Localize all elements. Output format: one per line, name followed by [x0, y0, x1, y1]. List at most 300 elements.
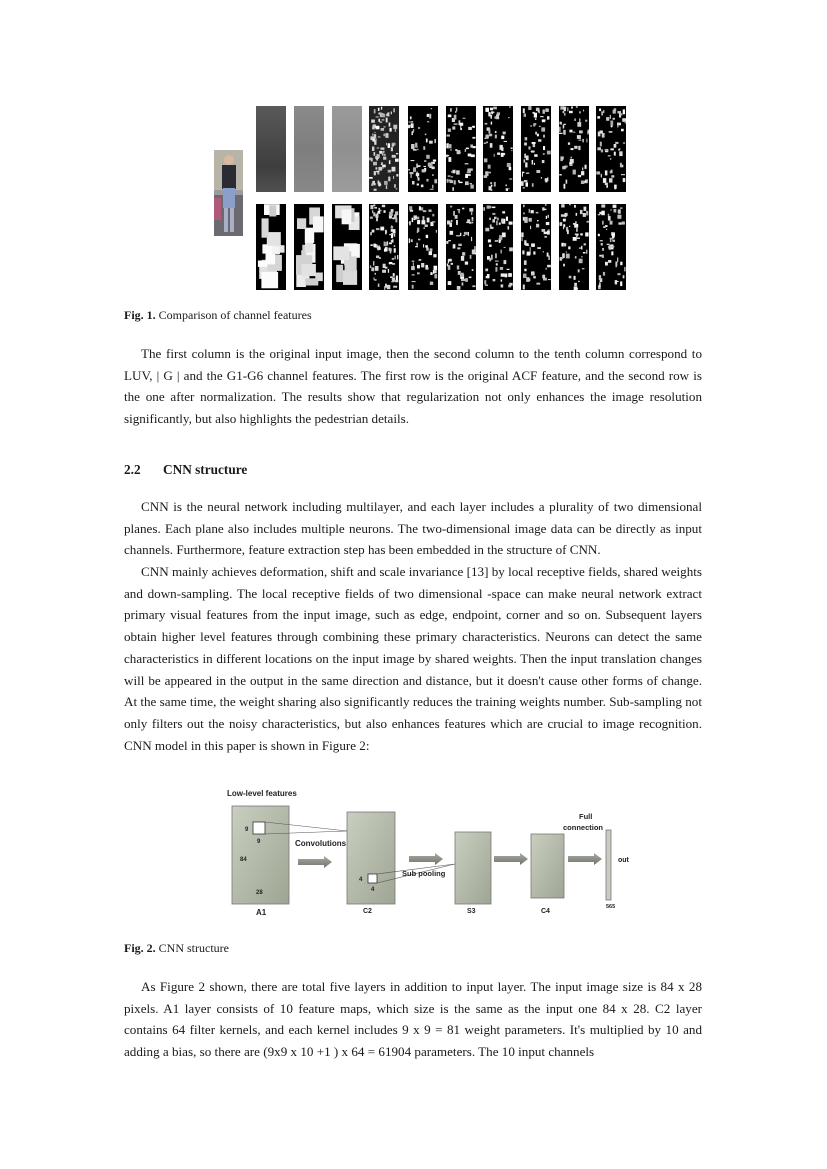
texture-speck [615, 280, 617, 284]
texture-speck [430, 282, 433, 285]
texture-speck [571, 148, 574, 150]
texture-speck [614, 185, 617, 189]
texture-speck [333, 246, 349, 260]
figure-1-caption-text: Comparison of channel features [158, 308, 312, 322]
texture-speck [426, 179, 428, 182]
texture-speck [602, 248, 604, 251]
texture-speck [495, 131, 497, 133]
texture-speck [523, 212, 524, 214]
texture-speck [606, 117, 609, 121]
texture-speck [597, 147, 601, 150]
texture-speck [457, 265, 459, 269]
figure-2-cnn-diagram [225, 786, 645, 918]
texture-speck [535, 118, 536, 120]
texture-speck [528, 146, 530, 149]
texture-speck [496, 221, 498, 226]
normalized-channel-u [294, 204, 324, 290]
layer-c4-label: C4 [541, 908, 550, 915]
texture-speck [497, 153, 500, 155]
acf-channel-g5 [559, 106, 589, 192]
texture-speck [381, 148, 385, 150]
texture-speck [448, 144, 452, 148]
texture-speck [385, 133, 388, 138]
texture-speck [452, 187, 454, 191]
texture-speck [607, 244, 610, 245]
texture-speck [623, 178, 626, 182]
texture-speck [561, 214, 565, 217]
texture-speck [379, 151, 382, 154]
texture-speck [600, 142, 602, 147]
texture-speck [467, 172, 470, 173]
texture-speck [506, 217, 508, 221]
texture-speck [452, 126, 455, 129]
texture-speck [493, 107, 497, 110]
texture-speck [620, 262, 622, 266]
texture-speck [508, 117, 510, 118]
texture-speck [491, 255, 493, 260]
texture-speck [563, 125, 565, 129]
texture-speck [261, 272, 278, 288]
texture-speck [395, 256, 396, 260]
texture-speck [542, 120, 545, 123]
layer-a1-label: A1 [256, 908, 267, 917]
texture-speck [395, 159, 399, 162]
texture-speck [491, 111, 493, 114]
texture-speck [389, 234, 392, 235]
texture-speck [560, 122, 562, 125]
texture-speck [391, 112, 392, 115]
texture-speck [579, 259, 583, 264]
texture-speck [529, 219, 530, 221]
texture-speck [463, 252, 465, 256]
texture-speck [609, 178, 613, 182]
texture-speck [370, 232, 372, 235]
texture-speck [538, 139, 541, 141]
texture-speck [611, 175, 614, 177]
acf-channel-v [332, 106, 362, 192]
texture-speck [373, 162, 377, 166]
texture-speck [450, 149, 451, 151]
texture-speck [494, 154, 495, 157]
texture-speck [484, 143, 486, 144]
texture-speck [297, 218, 306, 229]
texture-speck [546, 216, 547, 219]
texture-speck [501, 219, 504, 223]
texture-speck [376, 256, 379, 259]
texture-speck [454, 115, 457, 120]
texture-speck [388, 170, 391, 173]
texture-speck [569, 130, 572, 133]
texture-speck [392, 263, 395, 265]
acf-channel-l [256, 106, 286, 192]
figure-1-caption [124, 308, 312, 323]
texture-speck [389, 248, 392, 251]
figure-1-caption-label: Fig. 1. [124, 308, 156, 322]
texture-speck [559, 133, 563, 134]
texture-speck [411, 123, 414, 128]
texture-speck [578, 269, 580, 272]
convolution-arrow [298, 856, 332, 868]
texture-speck [424, 160, 426, 162]
texture-speck [504, 141, 507, 142]
normalized-channel-g3 [483, 204, 513, 290]
texture-speck [574, 205, 576, 208]
texture-speck [463, 235, 465, 236]
texture-speck [524, 269, 526, 272]
texture-speck [417, 265, 420, 269]
texture-speck [371, 158, 373, 162]
texture-speck [532, 183, 534, 187]
texture-speck [461, 256, 464, 261]
texture-speck [603, 110, 605, 113]
texture-speck [389, 123, 391, 127]
acf-channel-g6-texture [596, 106, 626, 192]
convolutions-label: Convolutions [295, 839, 347, 848]
texture-speck [373, 244, 376, 248]
texture-speck [548, 256, 550, 261]
texture-speck [446, 155, 447, 158]
texture-speck [465, 181, 469, 185]
texture-speck [560, 222, 563, 226]
texture-speck [394, 184, 396, 188]
texture-speck [525, 162, 527, 167]
texture-speck [495, 261, 499, 262]
texture-speck [375, 214, 378, 218]
texture-speck [393, 108, 394, 112]
texture-speck [584, 181, 588, 183]
texture-speck [447, 135, 451, 137]
texture-speck [376, 228, 380, 230]
texture-speck [617, 257, 618, 262]
texture-speck [597, 116, 600, 118]
texture-speck [382, 168, 384, 169]
texture-speck [419, 206, 421, 210]
texture-speck [413, 167, 416, 172]
texture-speck [425, 134, 427, 135]
texture-speck [608, 216, 611, 220]
texture-speck [377, 173, 379, 175]
texture-speck [571, 107, 573, 109]
texture-speck [434, 274, 437, 278]
texture-speck [460, 123, 464, 126]
texture-speck [457, 286, 461, 290]
texture-speck [485, 269, 488, 272]
texture-speck [373, 124, 376, 128]
texture-speck [584, 207, 587, 211]
texture-speck [619, 113, 622, 115]
texture-speck [575, 118, 576, 121]
texture-speck [434, 266, 438, 270]
acf-channel-g4-texture [521, 106, 551, 192]
texture-speck [456, 235, 460, 236]
texture-speck [424, 166, 427, 167]
texture-speck [488, 129, 490, 134]
texture-speck [620, 163, 622, 167]
texture-speck [502, 148, 503, 151]
texture-speck [430, 222, 433, 226]
texture-speck [427, 121, 429, 122]
texture-speck [461, 279, 465, 281]
layer-c2-label: C2 [363, 908, 372, 915]
texture-speck [624, 267, 625, 272]
texture-speck [455, 111, 456, 113]
texture-speck [563, 107, 566, 109]
texture-speck [371, 183, 373, 185]
texture-speck [566, 252, 567, 253]
texture-speck [621, 129, 624, 132]
texture-speck [375, 273, 376, 275]
texture-speck [601, 204, 605, 207]
texture-speck [567, 107, 568, 111]
texture-speck [617, 273, 620, 275]
texture-speck [376, 126, 380, 130]
normalized-channel-g5-texture [559, 204, 589, 290]
texture-speck [429, 251, 432, 255]
texture-speck [393, 176, 394, 179]
texture-speck [545, 204, 547, 205]
texture-speck [429, 114, 431, 119]
texture-speck [372, 134, 373, 136]
texture-speck [494, 217, 497, 219]
acf-channel-gradient-magnitude [369, 106, 399, 192]
texture-speck [430, 189, 434, 190]
texture-speck [574, 146, 577, 149]
texture-speck [612, 240, 615, 242]
texture-speck [536, 283, 540, 285]
texture-speck [523, 205, 524, 208]
texture-speck [509, 106, 510, 108]
texture-speck [559, 127, 560, 132]
texture-speck [396, 188, 398, 189]
texture-speck [470, 183, 472, 184]
texture-speck [582, 139, 583, 142]
texture-speck [384, 242, 386, 247]
texture-speck [508, 226, 510, 229]
texture-speck [620, 208, 623, 209]
sub-pooling-label: Sub pooling [402, 869, 446, 878]
paragraph-layer-details: As Figure 2 shown, there are total five layers in addition to input layer. The input image size is 84 x 28 pixels. A1 layer consists of 10 feature maps, which size is the same as the input one 84 x 28. C2 layer contains 64 filter kernels, and each kernel includes 9 x 9 = 81 weight parameters. It's multiplied by 10 and adding a bias, so there are (9x9 x 10 +1 ) x 64 = 61904 parameters. The 10 input channels [124, 979, 702, 1060]
texture-speck [606, 229, 607, 230]
texture-speck [454, 123, 458, 125]
texture-speck [536, 224, 539, 228]
texture-speck [495, 240, 499, 242]
texture-speck [563, 156, 564, 159]
texture-speck [376, 116, 379, 117]
texture-speck [524, 154, 525, 159]
figure-2-caption-text: CNN structure [158, 941, 229, 955]
texture-speck [472, 222, 474, 224]
texture-speck [382, 165, 386, 168]
texture-speck [533, 276, 536, 278]
texture-speck [465, 262, 468, 265]
texture-speck [561, 257, 563, 259]
texture-speck [576, 228, 578, 232]
texture-speck [378, 108, 380, 111]
texture-speck [409, 238, 410, 243]
texture-speck [371, 120, 375, 123]
texture-speck [584, 243, 586, 245]
full-connection-bar [606, 830, 611, 900]
texture-speck [412, 218, 414, 222]
texture-speck [574, 283, 577, 286]
texture-speck [336, 265, 343, 282]
texture-speck [588, 130, 589, 134]
texture-speck [389, 212, 393, 216]
texture-speck [544, 232, 548, 235]
normalized-channel-v [332, 204, 362, 290]
texture-speck [542, 229, 546, 232]
texture-speck [384, 126, 386, 127]
texture-speck [546, 222, 550, 225]
texture-speck [380, 122, 383, 123]
texture-speck [621, 174, 625, 175]
texture-speck [537, 247, 541, 249]
texture-speck [416, 243, 418, 246]
texture-speck [272, 246, 280, 254]
texture-speck [601, 243, 603, 245]
texture-speck [459, 182, 463, 183]
acf-channel-g5-texture [559, 106, 589, 192]
texture-speck [426, 235, 428, 238]
texture-speck [585, 120, 587, 122]
texture-speck [392, 240, 393, 242]
texture-speck [429, 141, 433, 144]
texture-speck [373, 205, 375, 207]
texture-speck [427, 114, 429, 117]
texture-speck [610, 115, 611, 119]
texture-speck [468, 127, 472, 130]
normalized-channel-g4 [521, 204, 551, 290]
texture-speck [544, 236, 547, 238]
texture-speck [523, 187, 525, 188]
texture-speck [489, 186, 492, 190]
texture-speck [582, 167, 583, 170]
texture-speck [376, 171, 379, 173]
texture-speck [603, 226, 605, 228]
texture-speck [376, 156, 378, 160]
texture-speck [372, 210, 373, 213]
texture-speck [576, 237, 580, 239]
texture-speck [614, 152, 616, 156]
texture-speck [424, 227, 425, 229]
s3-to-c4-arrow [494, 853, 528, 865]
normalized-channel-g6-texture [596, 204, 626, 290]
texture-speck [461, 128, 462, 130]
texture-speck [605, 183, 608, 185]
paragraph-cnn-invariance: CNN mainly achieves deformation, shift and scale invariance [13] by local receptive fields, shared weights and down-sampling. The local receptive fields of two dimensional -space can make neural network extract primary visual features from the input image, such as edge, endpoint, corner and so on. Subsequent layers obtain higher level features through combining these primary characteristics. Neurons can detect the same characteristics in different locations on the input image by shared weights. Then the input translation changes will be appeared in the output in the same direction and distance, but it doesn't cause other forms of change. At the same time, the weight sharing also significantly reduces the training weights number. Sub-sampling not only filters out the noisy characteristics, but also enhances features which are crucial to image recognition. CNN model in this paper is shown in Figure 2: [124, 564, 702, 753]
texture-speck [563, 130, 566, 135]
texture-speck [620, 281, 622, 286]
figure-2-caption [124, 941, 229, 956]
texture-speck [542, 275, 545, 279]
texture-speck [419, 259, 422, 261]
texture-speck [410, 173, 411, 178]
texture-speck [418, 127, 420, 129]
texture-speck [447, 179, 449, 183]
texture-speck [530, 247, 531, 251]
texture-speck [378, 167, 382, 171]
texture-speck [465, 278, 468, 282]
texture-speck [543, 135, 545, 138]
texture-speck [386, 118, 388, 123]
texture-speck [415, 146, 418, 148]
texture-speck [453, 244, 456, 248]
texture-speck [484, 280, 486, 284]
texture-speck [412, 285, 414, 289]
texture-speck [470, 168, 473, 170]
a1-width-label: 28 [256, 890, 263, 896]
section-heading [124, 462, 247, 478]
texture-speck [501, 136, 504, 140]
texture-speck [542, 160, 545, 163]
texture-speck [495, 116, 497, 119]
texture-speck [539, 126, 541, 127]
texture-speck [581, 246, 582, 250]
texture-speck [408, 169, 409, 171]
texture-speck [573, 170, 576, 175]
texture-speck [418, 239, 420, 241]
texture-speck [610, 238, 614, 240]
texture-speck [526, 156, 529, 161]
texture-speck [623, 275, 625, 278]
layer-s3-box [455, 832, 491, 904]
texture-speck [599, 275, 601, 280]
texture-speck [470, 185, 473, 189]
texture-speck [609, 245, 611, 250]
texture-speck [411, 266, 415, 270]
normalized-channel-l [256, 204, 286, 290]
texture-speck [471, 237, 472, 241]
texture-speck [561, 243, 563, 247]
texture-speck [453, 211, 455, 216]
figure-2-caption-label: Fig. 2. [124, 941, 156, 955]
texture-speck [574, 287, 578, 291]
texture-speck [574, 276, 576, 280]
texture-speck [465, 174, 468, 178]
texture-speck [526, 182, 529, 186]
texture-speck [543, 110, 545, 114]
texture-speck [484, 158, 487, 162]
texture-speck [394, 248, 396, 253]
texture-speck [269, 205, 276, 216]
acf-channel-g3-texture [483, 106, 513, 192]
texture-speck [385, 284, 387, 288]
texture-speck [575, 256, 577, 258]
texture-speck [461, 273, 464, 277]
texture-speck [389, 160, 391, 164]
texture-speck [497, 218, 499, 221]
texture-speck [562, 253, 565, 258]
texture-speck [455, 215, 458, 219]
texture-speck [450, 231, 454, 235]
texture-speck [456, 220, 458, 225]
texture-speck [374, 207, 377, 209]
texture-speck [385, 231, 387, 234]
acf-channel-g1 [408, 106, 438, 192]
texture-speck [508, 188, 509, 189]
texture-speck [391, 281, 394, 282]
texture-speck [409, 221, 411, 225]
texture-speck [418, 177, 420, 180]
texture-speck [266, 253, 276, 264]
texture-speck [351, 244, 360, 258]
texture-speck [374, 132, 375, 133]
texture-speck [423, 146, 425, 150]
texture-speck [526, 277, 529, 282]
texture-speck [547, 151, 551, 155]
texture-speck [396, 174, 398, 176]
acf-channel-g1-texture [408, 106, 438, 192]
